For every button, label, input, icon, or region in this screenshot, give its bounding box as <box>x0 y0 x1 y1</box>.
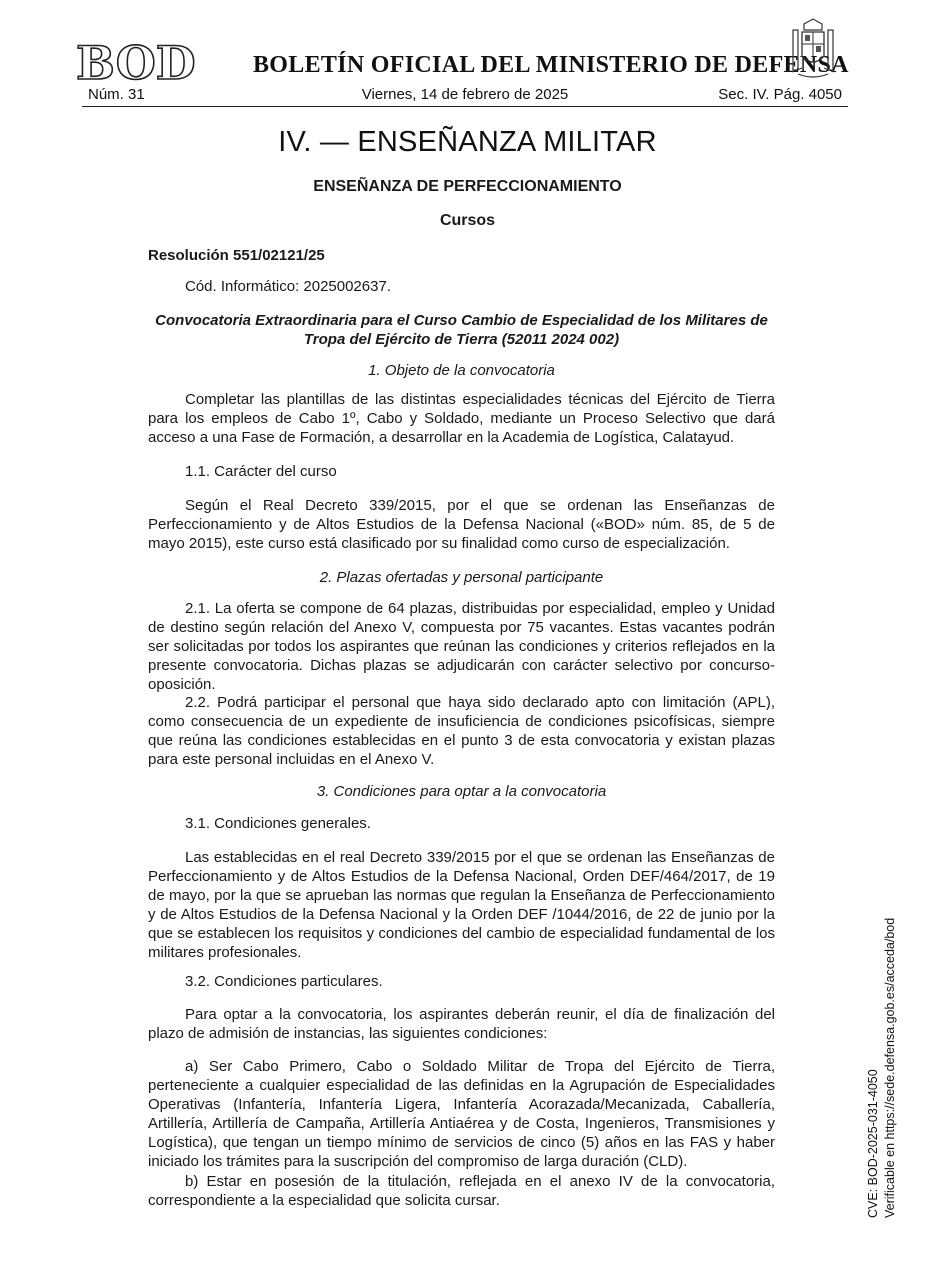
convocatoria-title: Convocatoria Extraordinaria para el Curso Cambio de Especialidad de los Militares de Tropa del Ejército de Tierra (52011 2024 002) <box>155 312 768 348</box>
heading-3-1: 3.1. Condiciones generales. <box>185 815 371 832</box>
heading-3-2: 3.2. Condiciones particulares. <box>185 973 383 990</box>
paragraph-2-2: 2.2. Podrá participar el personal que haya sido declarado apto con limitación (APL), como consecuencia de un expediente de insuficiencia de condiciones psicofísicas, siempre que reúna las condiciones establecidas en el punto 3 de esta convocatoria y existan plazas para este personal incluidas en el Anexo V. <box>148 694 775 768</box>
issue-number: Núm. 31 <box>88 86 145 103</box>
resolution-number: Resolución 551/02121/25 <box>148 247 325 264</box>
heading-plazas: 2. Plazas ofertadas y personal participante <box>319 569 604 586</box>
bulletin-title: BOLETÍN OFICIAL DEL MINISTERIO DE DEFENSA <box>253 52 849 78</box>
paragraph-3-2: Para optar a la convocatoria, los aspirantes deberán reunir, el día de finalización del plazo de admisión de instancias, las siguientes condiciones: <box>148 1006 775 1042</box>
issue-date: Viernes, 14 de febrero de 2025 <box>361 86 569 103</box>
heading-caracter: 1.1. Carácter del curso <box>185 463 337 480</box>
subsubsection-title: Cursos <box>439 212 496 229</box>
paragraph-condition-b: b) Estar en posesión de la titulación, reflejada en el anexo IV de la convocatoria, correspondiente a la especialidad que solicita cursar. <box>148 1173 775 1209</box>
paragraph-2-1: 2.1. La oferta se compone de 64 plazas, distribuidas por especialidad, empleo y Unidad de destino según relación del Anexo V, compuesta por 75 vacantes. Estas vacantes podrán ser solicitadas por todos los aspirantes que reúnan las condiciones y criterios reflejados en la presente convocatoria. Dichas plazas se adjudicarán con carácter selectivo por concurso-oposición. <box>148 600 775 693</box>
section-page: Sec. IV. Pág. 4050 <box>718 86 842 103</box>
heading-objeto: 1. Objeto de la convocatoria <box>368 362 555 379</box>
header-meta <box>82 86 848 106</box>
paragraph-3-1: Las establecidas en el real Decreto 339/2015 por el que se ordenan las Enseñanzas de Perfeccionamiento y de Altos Estudios de la Defensa Nacional, Orden DEF/464/2017, de 19 de mayo, por la que se aprueban las normas que regulan la Enseñanza de Perfeccionamiento y de Altos Estudios de la Defensa Nacional y la Orden DEF /1044/2016, de 22 de junio por la que se establecen los requisitos y condiciones del cambio de especialidad fundamental de los militares profesionales. <box>148 849 775 961</box>
verification-url: Verificable en https://sede.defensa.gob.es/acceda/bod <box>883 917 897 1218</box>
coat-of-arms-icon <box>790 18 836 80</box>
cve-code: CVE: BOD-2025-031-4050 <box>866 1069 880 1218</box>
heading-condiciones: 3. Condiciones para optar a la convocatoria <box>316 783 607 800</box>
subsection-title: ENSEÑANZA DE PERFECCIONAMIENTO <box>313 178 622 195</box>
verification-sidebar <box>865 858 899 1218</box>
bod-logo: BOD <box>76 36 196 90</box>
computer-code: Cód. Informático: 2025002637. <box>185 278 391 295</box>
paragraph-caracter: Según el Real Decreto 339/2015, por el que se ordenan las Enseñanzas de Perfeccionamiento y de Altos Estudios de la Defensa Nacional («BOD» núm. 85, de 5 de mayo 2015), este curso está clasificado por su finalidad como curso de especialización. <box>148 497 775 552</box>
section-title: IV. — ENSEÑANZA MILITAR <box>278 126 657 158</box>
paragraph-condition-a: a) Ser Cabo Primero, Cabo o Soldado Militar de Tropa del Ejército de Tierra, perteneciente a cualquier especialidad de las definidas en la Agrupación de Especialidades Operativas (Infantería, Infantería Ligera, Infantería Acorazada/Mecanizada, Caballería, Artillería, Artillería de Campaña, Artillería Antiaérea y de Costa, Ingenieros, Transmisiones y Logística), que tengan un tiempo mínimo de servicios de cinco (5) años en las FAS y haber iniciado los trámites para la suscripción del compromiso de larga duración (CLD). <box>148 1058 775 1170</box>
paragraph-objeto: Completar las plantillas de las distintas especialidades técnicas del Ejército de Tierra para los empleos de Cabo 1º, Cabo y Soldado, mediante un Proceso Selectivo que dará acceso a una Fase de Formación, a desarrollar en la Academia de Logística, Calatayud. <box>148 391 775 446</box>
header-divider <box>82 106 848 107</box>
